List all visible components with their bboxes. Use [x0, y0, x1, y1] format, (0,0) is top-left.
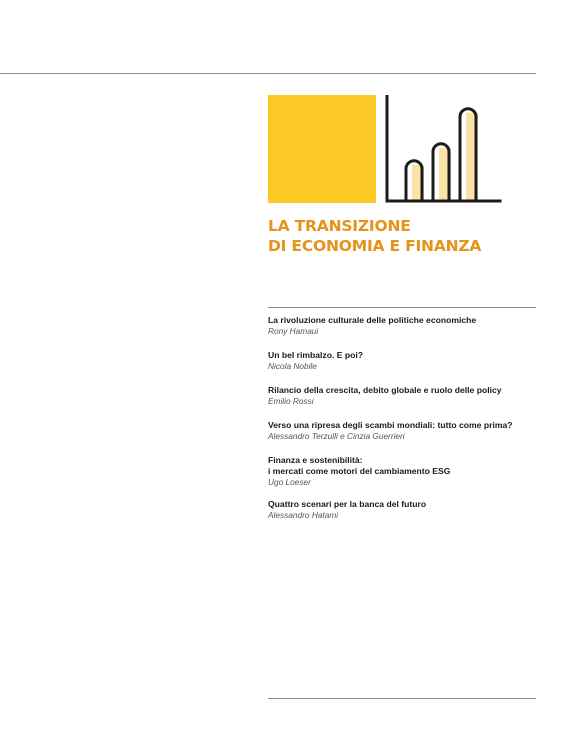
top-divider [0, 73, 536, 74]
toc-entry[interactable] [268, 499, 536, 521]
article-title: Rilancio della crescita, debito globale e ruolo delle policy [268, 385, 502, 395]
yellow-square [268, 95, 376, 203]
section-title-line-2: DI ECONOMIA E FINANZA [268, 237, 482, 255]
toc-divider [268, 307, 536, 308]
article-author: Emilio Rossi [268, 396, 314, 406]
bottom-divider [268, 698, 536, 699]
article-title: La rivoluzione culturale delle politiche economiche [268, 315, 477, 325]
toc-entry[interactable] [268, 420, 536, 442]
section-title [268, 216, 538, 256]
toc-entry[interactable] [268, 385, 536, 407]
toc-entry[interactable] [268, 350, 536, 372]
article-title: Un bel rimbalzo. E poi? [268, 350, 364, 360]
article-title: Finanza e sostenibilità: i mercati come motori del cambiamento ESG [268, 455, 451, 476]
chart-bars [406, 109, 478, 201]
section-title-line-1: LA TRANSIZIONE [268, 217, 411, 235]
article-author: Alessandro Hatami [268, 510, 339, 520]
article-author: Nicola Nobile [268, 361, 317, 371]
toc-entry[interactable] [268, 455, 536, 488]
article-author: Ugo Loeser [268, 477, 311, 487]
toc-entry[interactable] [268, 315, 536, 337]
bar-chart-icon [268, 95, 502, 207]
article-title: Quattro scenari per la banca del futuro [268, 499, 427, 509]
table-of-contents [268, 315, 536, 534]
article-author: Alessandro Terzulli e Cinzia Guerrieri [268, 431, 405, 441]
article-author: Rony Hamaui [268, 326, 319, 336]
section-illustration [268, 95, 502, 207]
article-title: Verso una ripresa degli scambi mondiali: tutto come prima? [268, 420, 513, 430]
